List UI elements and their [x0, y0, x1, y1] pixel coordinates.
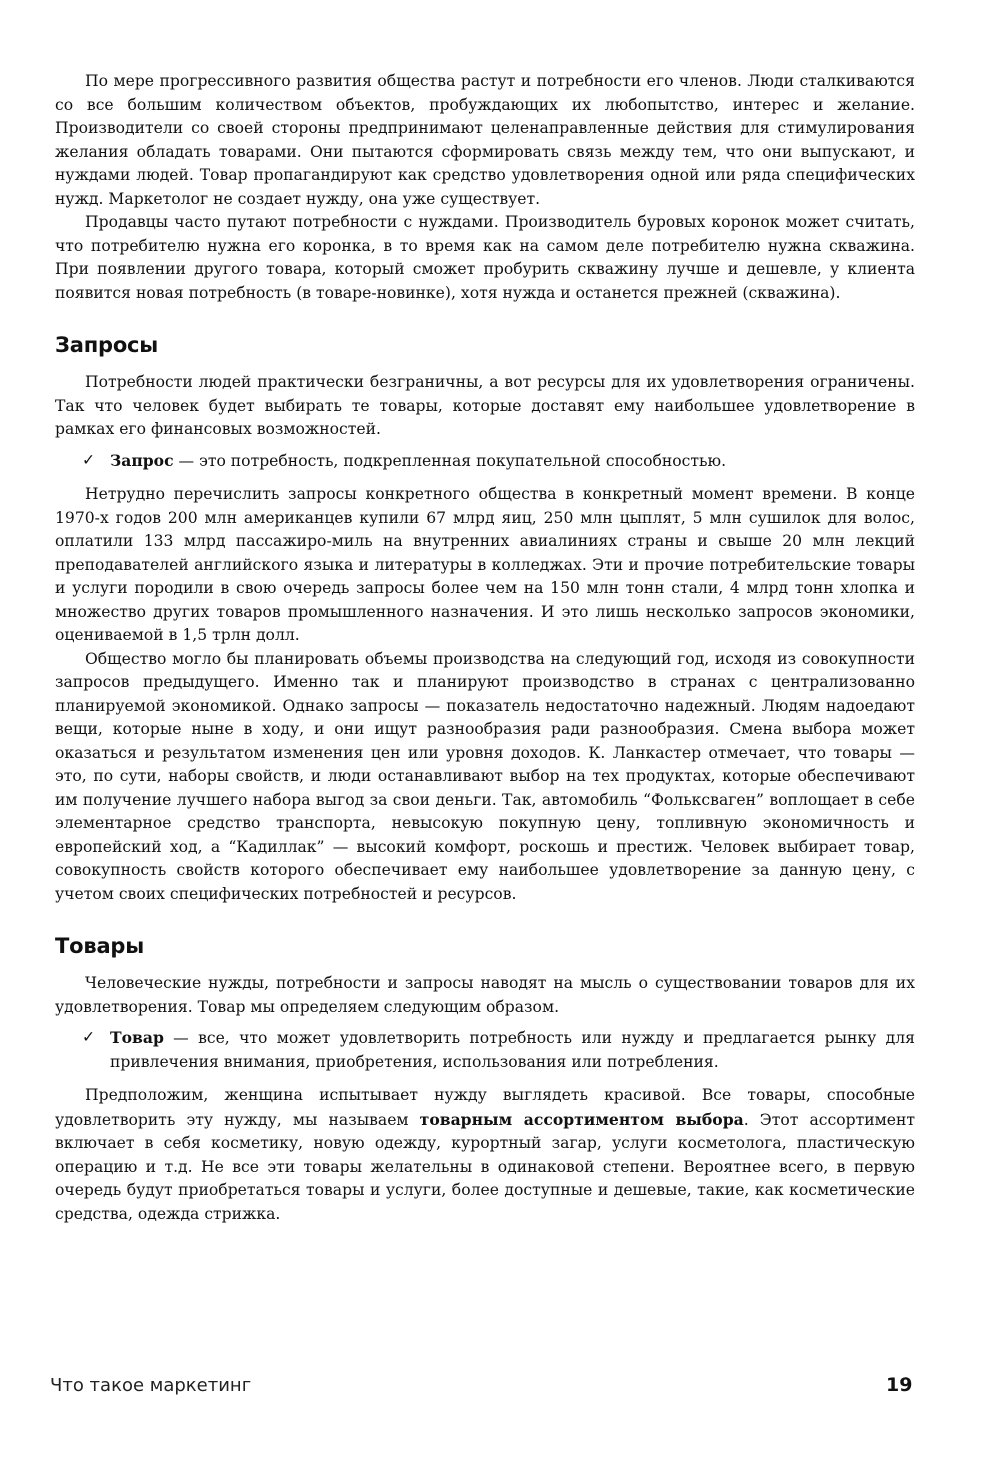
page-number: 19 — [886, 1374, 913, 1396]
page-content — [55, 70, 915, 1226]
section-title-zaprosy: Запросы — [55, 333, 159, 357]
definition-term: Запрос — [110, 450, 174, 470]
paragraph: По мере прогрессивного развития общества растут и потребности его членов. Люди сталкиваются со все большим количеством объектов, пробуждающих их любопытство, интерес и желание. Производители со своей стороны предпринимают целенаправленные действия для стимулирования желания обладать товарами. Они пытаются сформировать связь между тем, что они выпускают, и нуждами людей. Товар пропагандируют как средство удовлетворения одной или ряда специфических нужд. Маркетолог не создает нужду, она уже существует. — [55, 72, 915, 208]
paragraph: Продавцы часто путают потребности с нуждами. Производитель буровых коронок может считать, что потребителю нужна его коронка, в то время как на самом деле потребителю нужна скважина. При появлении другого товара, который сможет пробурить скважину лучше и дешевле, у клиента появится новая потребность (в товаре-новинке), хотя нужда и останется прежней (скважина). — [55, 213, 915, 302]
paragraph: Потребности людей практически безграничны, а вот ресурсы для их удовлетворения ограничены. Так что человек будет выбирать те товары, которые доставят ему наибольшее удовлетворение в рамках его финансовых возможностей. — [55, 373, 915, 438]
bold-term: товарным ассортиментом выбора — [419, 1109, 744, 1129]
definition-term: Товар — [110, 1028, 164, 1047]
paragraph-text: Предположим, женщина испытывает нужду выглядеть красивой. Все товары, способные удовлетворить эту нужду, мы называем — [55, 1086, 915, 1129]
footer-chapter-title: Что такое маркетинг — [50, 1375, 252, 1396]
section-title-tovary: Товары — [55, 934, 145, 958]
paragraph-text: . Этот ассортимент включает в себя косметику, новую одежду, курортный загар, услуги косметолога, пластическую операцию и т.д. Не все эти товары желательны в одинаковой степени. Вероятнее всего, в первую очередь будут приобретаться товары и услуги, более доступные и дешевые, такие, как косметические средства, одежда стрижка. — [55, 1110, 915, 1223]
definition-text: — это потребность, подкрепленная покупательной способностью. — [173, 451, 727, 470]
checkmark-icon: ✓ — [82, 1028, 96, 1046]
paragraph — [55, 1084, 915, 1226]
definition-tovar — [55, 1026, 915, 1074]
paragraph: Общество могло бы планировать объемы производства на следующий год, исходя из совокупности запросов предыдущего. Именно так и планируют производство в странах с централизованно планируемой экономикой. Однако запросы — показатель недостаточно надежный. Людям надоедают вещи, которые ныне в ходу, и они ищут разнообразия ради разнообразия. Смена выбора может оказаться и результатом изменения цен или уровня доходов. К. Ланкастер отмечает, что товары — это, по сути, наборы свойств, и люди останавливают выбор на тех продуктах, которые обеспечивают им получение лучшего набора выгод за свои деньги. Так, автомобиль “Фольксваген” воплощает в себе элементарное средство транспорта, невысокую покупную цену, топливную экономичность и европейский ход, а “Кадиллак” — высокий комфорт, роскошь и престиж. Человек выбирает товар, совокупность свойств которого обеспечивает ему наибольшее удовлетворение за данную цену, с учетом своих специфических потребностей и ресурсов. — [55, 649, 915, 903]
definition-zapros — [55, 449, 915, 474]
paragraph: Нетрудно перечислить запросы конкретного общества в конкретный момент времени. В конце 1970-х годов 200 млн американцев купили 67 млрд яиц, 250 млн цыплят, 5 млн сушилок для волос, оплатили 133 млрд пассажиро-миль на внутренних авиалиниях страны и свыше 20 млн лекций преподавателей английского языка и литературы в колледжах. Эти и прочие потребительские товары и услуги породили в свою очередь запросы более чем на 150 млн тонн стали, 4 млрд тонн хлопка и множество других товаров промышленного назначения. И это лишь несколько запросов экономики, оцениваемой в 1,5 трлн долл. — [55, 485, 915, 644]
paragraph: Человеческие нужды, потребности и запросы наводят на мысль о существовании товаров для их удовлетворения. Товар мы определяем следующим образом. — [55, 974, 915, 1016]
definition-text: — все, что может удовлетворить потребность или нужду и предлагается рынку для привлечения внимания, приобретения, использования или потребления. — [110, 1029, 915, 1071]
checkmark-icon: ✓ — [82, 450, 96, 469]
